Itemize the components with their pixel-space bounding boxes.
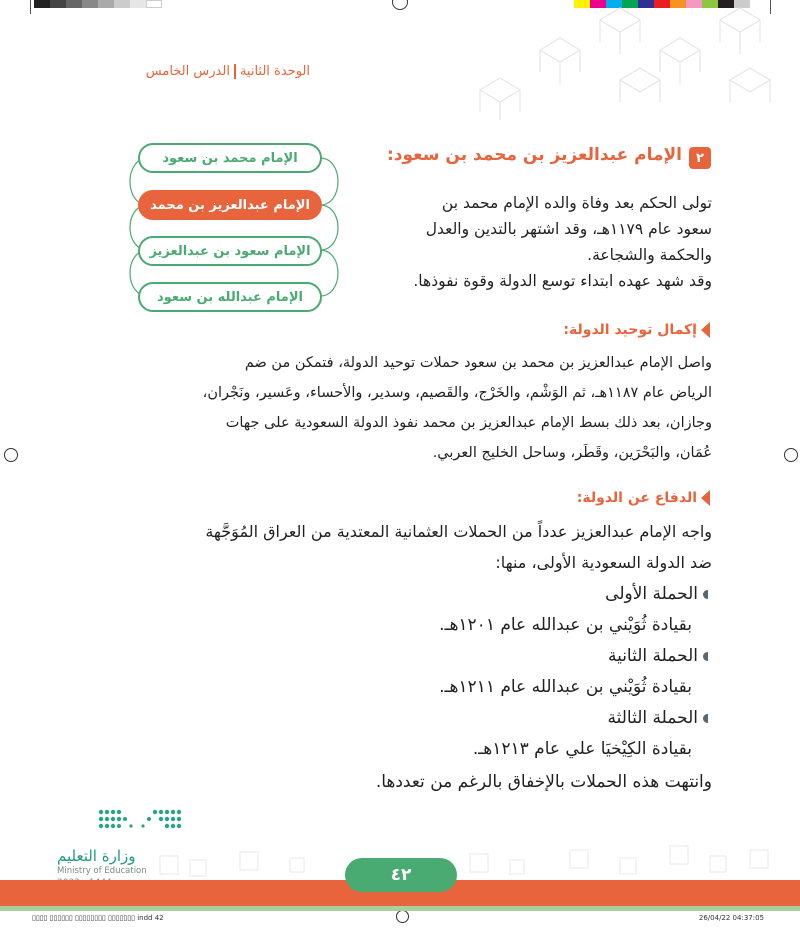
registration-target-icon xyxy=(396,910,409,923)
lineage-item: الإمام محمد بن سعود xyxy=(138,143,322,173)
registration-target-icon xyxy=(392,0,408,10)
slug-file-text: indd 42 xyxy=(137,914,164,922)
breadcrumb-divider xyxy=(234,64,236,79)
campaign-detail: بقيادة ثُوَيْني بن عبدالله عام ١٢٠١هـ. xyxy=(439,615,692,635)
section-title: الإمام عبدالعزيز بن محمد بن سعود: xyxy=(386,145,682,165)
subheading-text: الدفاع عن الدولة: xyxy=(576,490,697,506)
page-number: ٤٢ xyxy=(345,858,457,892)
registration-grayscale-bar xyxy=(34,0,162,8)
campaign-item xyxy=(605,579,712,610)
footer-band-light xyxy=(0,906,800,911)
text-line: تولى الحكم بعد وفاة والده الإمام محمد بن xyxy=(441,194,712,212)
text-line: واجه الإمام عبدالعزيز عدداً من الحملات العثمانية المعتدية من العراق المُوَجَّهة xyxy=(205,522,712,541)
chevron-left-icon xyxy=(701,490,710,506)
bullet-icon xyxy=(703,652,712,661)
ministry-name-english: Ministry of Education xyxy=(57,866,147,876)
registration-target-icon xyxy=(4,448,18,462)
text-line: عُمَان، والبَحْرَين، وقَطَر، وساحل الخليج العربي. xyxy=(432,445,712,461)
print-slug-file: ▯▯▯▯ ▯▯▯▯▯▯ ▯▯▯▯▯▯▯▯ ▯▯▯▯▯▯▯ indd 42 xyxy=(32,914,164,922)
unification-paragraph xyxy=(80,348,712,468)
ministry-name-arabic: وزارة التعليم xyxy=(57,847,136,865)
campaign-item xyxy=(608,641,712,672)
bullet-icon xyxy=(703,590,712,599)
text-line: وجازان، بعد ذلك بسط الإمام عبدالعزيز بن محمد نفوذ الدولة السعودية على جهات xyxy=(225,415,712,431)
campaign-detail: بقيادة ثُوَيْني بن عبدالله عام ١٢١١هـ. xyxy=(439,677,692,697)
campaign-name: الحملة الثالثة xyxy=(607,708,698,728)
lineage-item-active: الإمام عبدالعزيز بن محمد xyxy=(138,190,322,220)
campaign-detail: بقيادة الكِيْخيَا علي عام ١٢١٣هـ. xyxy=(472,739,692,759)
text-line: الرياض عام ١١٨٧هـ، ثم الوَشْم، والخَرْج، والقَصيم، وسدير، والأحساء، وعَسير، ونَجْران، xyxy=(202,385,712,401)
section-intro xyxy=(352,190,712,294)
lesson-label: الدرس الخامس xyxy=(145,64,230,79)
subheading-unification xyxy=(563,322,710,338)
crop-mark xyxy=(30,0,31,14)
subheading-defense xyxy=(577,490,710,506)
defense-intro xyxy=(80,516,712,578)
chevron-left-icon xyxy=(701,322,710,338)
decorative-square-pattern xyxy=(150,836,790,882)
bullet-icon xyxy=(703,714,712,723)
text-line: سعود عام ١١٧٩هـ، وقد اشتهر بالتدين والعدل xyxy=(425,220,712,238)
campaign-name: الحملة الثانية xyxy=(607,646,698,666)
subheading-text: إكمال توحيد الدولة: xyxy=(563,322,697,338)
lineage-item: الإمام عبدالله بن سعود xyxy=(138,282,322,312)
breadcrumb xyxy=(146,64,310,79)
conclusion-text: وانتهت هذه الحملات بالإخفاق بالرغم من تعددها. xyxy=(375,772,712,792)
decorative-cube-pattern xyxy=(470,0,800,120)
text-line: وقد شهد عهده ابتداء توسع الدولة وقوة نفوذها. xyxy=(413,272,712,290)
text-line: ضد الدولة السعودية الأولى، منها: xyxy=(495,553,712,572)
registration-target-icon xyxy=(784,448,798,462)
campaign-name: الحملة الأولى xyxy=(605,584,698,604)
text-line: والحكمة والشجاعة. xyxy=(587,246,712,264)
ministry-logo-dots xyxy=(95,806,187,842)
campaign-item xyxy=(608,703,713,734)
text-line: واصل الإمام عبدالعزيز بن محمد بن سعود حملات توحيد الدولة، فتمكن من ضم xyxy=(244,355,712,371)
print-slug-date: 26/04/22 04:37:05 xyxy=(698,914,764,922)
lineage-item: الإمام سعود بن عبدالعزيز xyxy=(138,236,322,266)
section-number-badge: ٢ xyxy=(689,147,711,169)
unit-label: الوحدة الثانية xyxy=(239,64,310,79)
